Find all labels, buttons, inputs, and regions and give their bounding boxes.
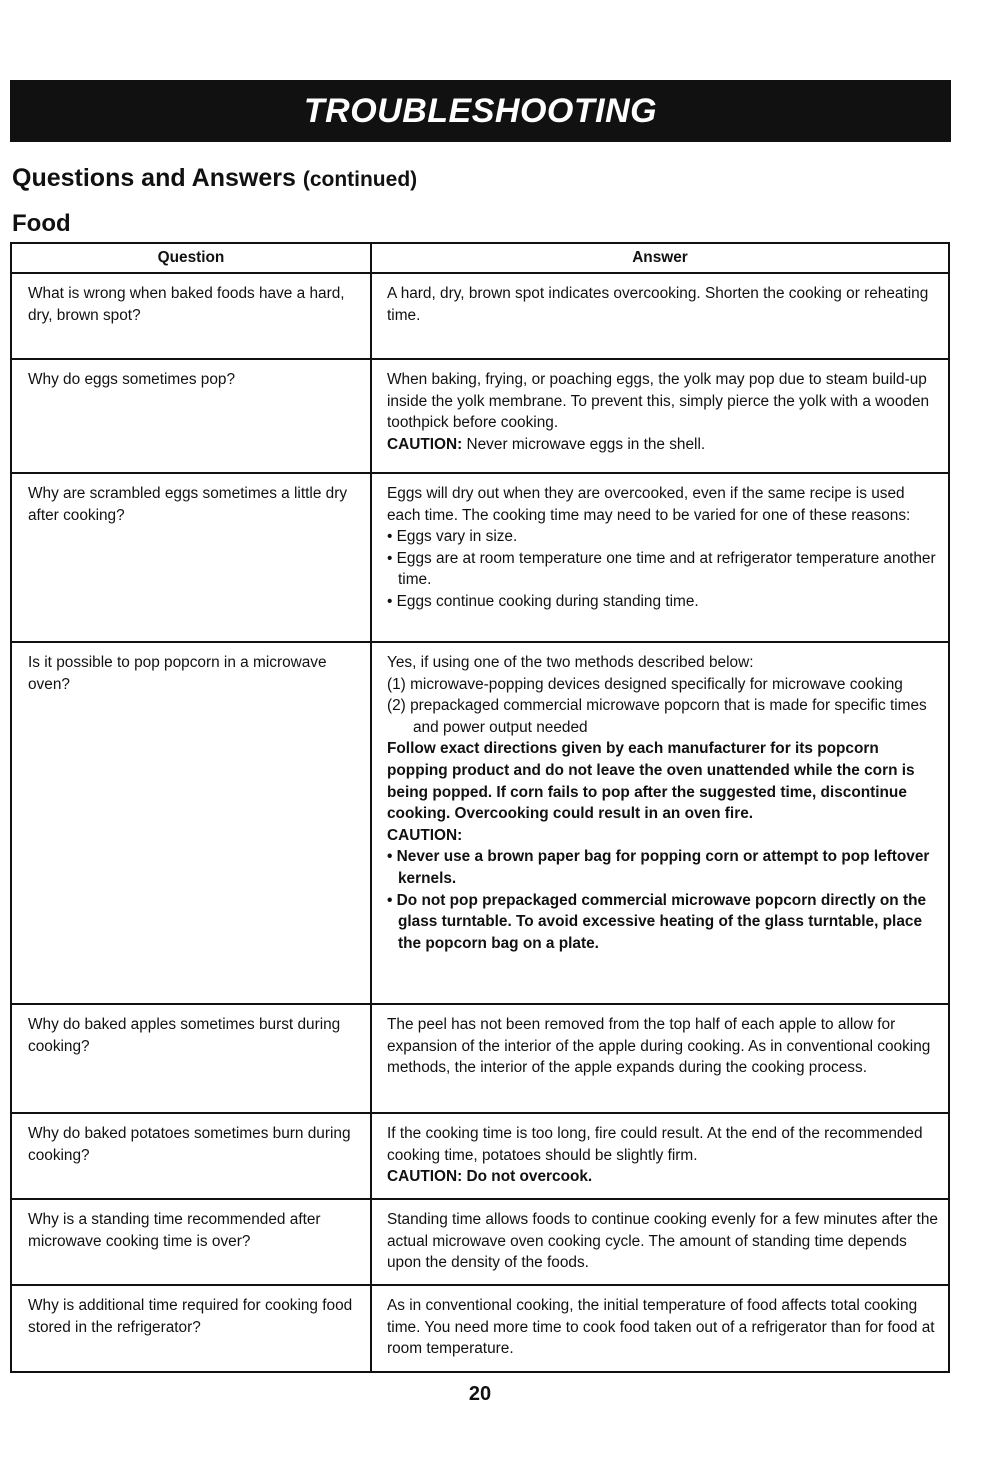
answer-cell	[371, 642, 949, 1004]
answer-cell: Standing time allows foods to continue cooking evenly for a few minutes after the actual microwave oven cooking cycle. The amount of standing time depends upon the density of the foods.	[371, 1199, 949, 1285]
question-cell: Why is a standing time recommended after microwave cooking time is over?	[11, 1199, 371, 1285]
bullet-item: • Eggs vary in size.	[387, 528, 518, 546]
question-cell: Why is additional time required for cooking food stored in the refrigerator?	[11, 1285, 371, 1372]
subsection-title: Food	[12, 210, 71, 237]
answer-cell	[371, 1113, 949, 1199]
answer-text: Eggs will dry out when they are overcooked, even if the same recipe is used each time. The cooking time may need to be varied for one of these reasons:	[387, 485, 911, 524]
question-cell: Why do baked apples sometimes burst during cooking?	[11, 1004, 371, 1113]
table-row	[11, 359, 949, 473]
table-row	[11, 1004, 949, 1113]
question-cell: Why do eggs sometimes pop?	[11, 359, 371, 473]
caution-text: Never microwave eggs in the shell.	[462, 435, 706, 453]
question-cell: Why are scrambled eggs sometimes a little dry after cooking?	[11, 473, 371, 642]
warning-text: Follow exact directions given by each manufacturer for its popcorn popping product and do not leave the oven unattended while the corn is being popped. If corn fails to pop after the suggested time, discontinue cooking. Overcooking could result in an oven fire.	[387, 740, 915, 823]
bullet-item: • Eggs are at room temperature one time and at refrigerator temperature another time.	[387, 549, 936, 589]
answer-text: When baking, frying, or poaching eggs, the yolk may pop due to steam build-up inside the yolk membrane. To prevent this, simply pierce the yolk with a wooden toothpick before cooking.	[387, 371, 930, 432]
caution-bullet: • Do not pop prepackaged commercial microwave popcorn directly on the glass turntable. To avoid excessive heating of the glass turntable, place the popcorn bag on a plate.	[387, 891, 927, 952]
answer-cell: A hard, dry, brown spot indicates overcooking. Shorten the cooking or reheating time.	[371, 273, 949, 359]
header-answer: Answer	[371, 243, 949, 273]
table-row	[11, 642, 949, 1004]
answer-text: Yes, if using one of the two methods described below:	[387, 654, 754, 671]
table-row	[11, 1113, 949, 1199]
page-number: 20	[468, 1383, 492, 1405]
caution-text: CAUTION: Do not overcook.	[387, 1168, 593, 1186]
caution-bullet: • Never use a brown paper bag for popping corn or attempt to pop leftover kernels.	[387, 848, 930, 887]
qa-table	[10, 242, 950, 1373]
table-header-row	[11, 243, 949, 273]
question-cell: Why do baked potatoes sometimes burn during cooking?	[11, 1113, 371, 1199]
answer-cell: As in conventional cooking, the initial temperature of food affects total cooking time. You need more time to cook food taken out of a refrigerator than for food at room temperature.	[371, 1285, 949, 1372]
numbered-item: (2) prepackaged commercial microwave popcorn that is made for specific times and power output needed	[387, 697, 927, 736]
answer-cell	[371, 473, 949, 642]
numbered-item: (1) microwave-popping devices designed specifically for microwave cooking	[387, 675, 903, 693]
answer-cell: The peel has not been removed from the top half of each apple to allow for expansion of the interior of the apple during cooking. As in conventional cooking methods, the interior of the apple expands during the cooking process.	[371, 1004, 949, 1113]
section-title-text: Questions and Answers	[12, 164, 296, 192]
section-continued: (continued)	[302, 168, 418, 191]
question-cell: What is wrong when baked foods have a hard, dry, brown spot?	[11, 273, 371, 359]
table-row	[11, 1285, 949, 1372]
table-row	[11, 473, 949, 642]
answer-text: If the cooking time is too long, fire could result. At the end of the recommended cooking time, potatoes should be slightly firm.	[387, 1125, 923, 1164]
table-row	[11, 273, 949, 359]
page-banner: TROUBLESHOOTING	[10, 80, 951, 142]
answer-caution	[387, 434, 938, 456]
caution-label: CAUTION:	[387, 826, 463, 844]
section-title	[12, 164, 417, 193]
answer-cell	[371, 359, 949, 473]
question-cell: Is it possible to pop popcorn in a microwave oven?	[11, 642, 371, 1004]
caution-label: CAUTION:	[387, 435, 463, 453]
bullet-item: • Eggs continue cooking during standing time.	[387, 592, 699, 610]
header-question: Question	[11, 243, 371, 273]
table-row	[11, 1199, 949, 1285]
